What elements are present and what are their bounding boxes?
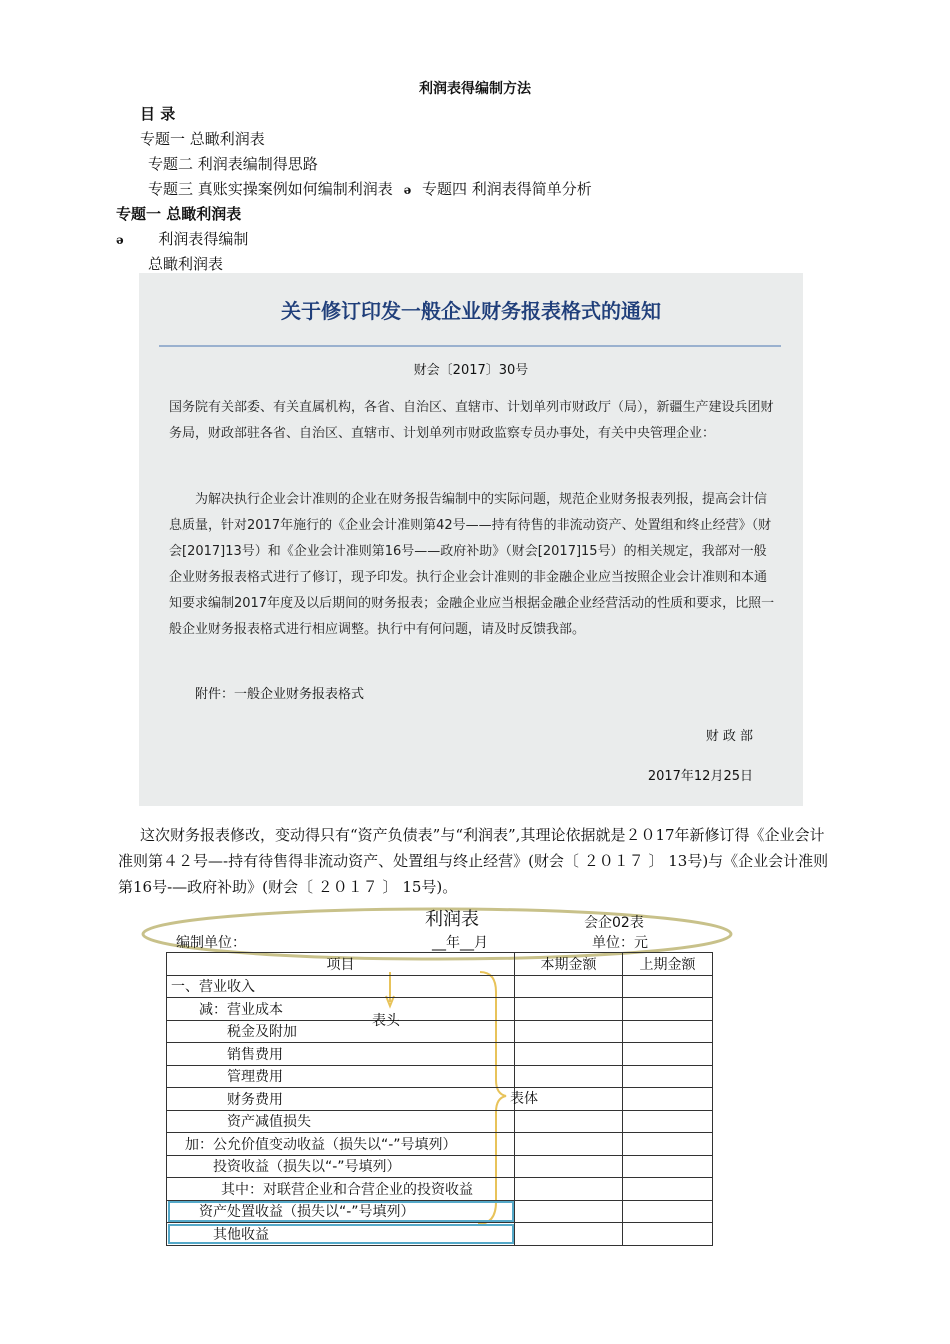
table-row — [167, 1133, 713, 1156]
row-label-highlighted: 其他收益 — [167, 1223, 515, 1246]
table-row — [167, 1178, 713, 1201]
bullet-icon: ǝ — [403, 183, 412, 197]
toc-item-1: 专题一 总瞰利润表 — [140, 130, 265, 148]
notice-divider — [159, 345, 781, 347]
statement-unit-label: 编制单位： — [176, 935, 246, 951]
notice-body: 为解决执行企业会计准则的企业在财务报告编制中的实际问题，规范企业财务报表列报，提高会计信息质量，针对2017年施行的《企业会计准则第42号——持有待售的非流动资产、处置组和终止经营》（财会[2017]13号）和《企业会计准则第16号——政府补助》（财会[2017]15号）的相关规定，我部对一般企业财务报表格式进行了修订，现予印发。执行企业会计准则的非金融企业应当按照企业会计准则和本通知要求编制2017年度及以后期间的财务报表；金融企业应当根据金融企业经营活动的性质和要求，比照一般企业财务报表格式进行相应调整。执行中有何问题，请及时反馈我部。 — [169, 492, 775, 637]
table-row — [167, 1088, 713, 1111]
statement-period: __年__月 — [432, 935, 488, 951]
table-row — [167, 1155, 713, 1178]
notice-heading: 关于修订印发一般企业财务报表格式的通知 — [281, 299, 661, 323]
statement-unit: 单位：元 — [592, 935, 648, 951]
statement-title: 利润表 — [425, 909, 479, 930]
table-row — [167, 1223, 713, 1246]
row-label: 资产减值损失 — [167, 1110, 515, 1133]
notice-date: 2017年12月25日 — [647, 769, 753, 784]
notice-attachment: 附件：一般企业财务报表格式 — [195, 687, 365, 702]
body-paragraph-text: 这次财务报表修改，变动得只有“资产负债表”与“利润表”,其理论依据就是２０17年新修订得《企业会计准则第４２号—-持有待售得非流动资产、处置组与终止经营》(财会〔 ２０１７ 〕 13号)与《企业会计准则第16号-—政府补助》(财会〔 ２０１７ 〕 15号)。 — [118, 826, 829, 896]
sub-sub-item: 总瞰利润表 — [148, 255, 224, 273]
body-paragraph — [118, 822, 830, 900]
toc-heading: 目 录 — [140, 105, 176, 123]
table-row — [167, 1200, 713, 1223]
toc-item-2: 专题二 利润表编制得思路 — [148, 155, 318, 173]
table-header-row — [167, 953, 713, 976]
notice-addressee: 国务院有关部委、有关直属机构，各省、自治区、直辖市、计划单列市财政厅（局），新疆生产建设兵团财务局，财政部驻各省、自治区、直辖市、计划单列市财政监察专员办事处，有关中央管理企业： — [169, 400, 774, 441]
row-label: 减：营业成本 — [167, 998, 515, 1021]
table-row — [167, 1020, 713, 1043]
row-label: 一、营业收入 — [167, 975, 515, 998]
income-statement-figure — [140, 902, 740, 1252]
table-row — [167, 975, 713, 998]
row-label: 税金及附加 — [167, 1020, 515, 1043]
notice-image — [139, 273, 803, 806]
column-header: 本期金额 — [515, 953, 623, 976]
callout-header: 表头 — [372, 1013, 400, 1029]
callout-body: 表体 — [510, 1091, 538, 1107]
statement-form-code: 会企02表 — [584, 915, 644, 931]
section-heading: 专题一 总瞰利润表 — [116, 205, 242, 223]
row-label: 加：公允价值变动收益（损失以“-”号填列） — [167, 1133, 515, 1156]
toc-item-3 — [148, 178, 592, 199]
table-row — [167, 1065, 713, 1088]
row-label: 财务费用 — [167, 1088, 515, 1111]
toc-item-3-label: 专题三 真账实操案例如何编制利润表 — [148, 180, 393, 198]
sub-item-label: 利润表得编制 — [158, 230, 249, 248]
toc-item-4-label: 专题四 利润表得简单分析 — [421, 180, 592, 198]
sub-item — [116, 228, 248, 249]
row-label: 其中：对联营企业和合营企业的投资收益 — [167, 1178, 515, 1201]
table-row — [167, 1110, 713, 1133]
row-label: 销售费用 — [167, 1043, 515, 1066]
column-header: 项目 — [167, 953, 515, 976]
notice-doc-number: 财会〔2017〕30号 — [413, 363, 529, 378]
row-label: 管理费用 — [167, 1065, 515, 1088]
table-row — [167, 1043, 713, 1066]
table-row — [167, 998, 713, 1021]
statement-table — [166, 952, 713, 1246]
column-header: 上期金额 — [623, 953, 713, 976]
row-label-highlighted: 资产处置收益（损失以“-”号填列） — [167, 1200, 515, 1223]
row-label: 投资收益（损失以“-”号填列） — [167, 1155, 515, 1178]
notice-issuer: 财 政 部 — [705, 729, 753, 744]
document-title: 利润表得编制方法 — [419, 81, 531, 97]
bullet-icon: ǝ — [116, 233, 124, 247]
